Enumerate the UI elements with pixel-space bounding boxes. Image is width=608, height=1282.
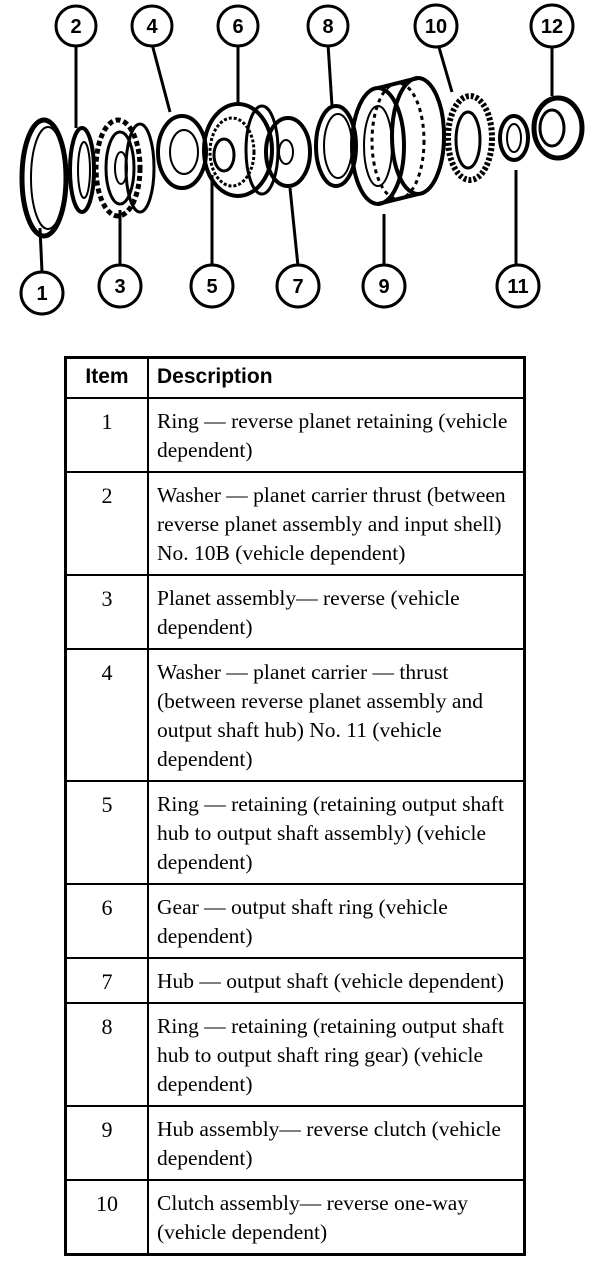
item-number: 4 [66, 649, 149, 781]
reverse-clutch-hub-assembly-part [352, 78, 444, 204]
table-row [66, 958, 525, 1003]
item-number: 3 [66, 575, 149, 649]
item-number: 10 [66, 1180, 149, 1255]
item-description: Ring — retaining (retaining output shaft hub to output shaft assembly) (vehicle dependent) [148, 781, 525, 884]
description-column-header: Description [148, 358, 525, 399]
item-description: Washer — planet carrier thrust (between reverse planet assembly and input shell) No. 10B (vehicle dependent) [148, 472, 525, 575]
item-description: Hub assembly— reverse clutch (vehicle dependent) [148, 1106, 525, 1180]
thrust-washer-part [70, 128, 94, 212]
callout-label: 2 [70, 16, 82, 38]
callout-label: 6 [232, 16, 244, 38]
callout-label: 8 [322, 16, 334, 38]
table-row [66, 781, 525, 884]
item-description: Ring — reverse planet retaining (vehicle dependent) [148, 398, 525, 472]
callout-label: 9 [378, 276, 390, 298]
bearing-part [534, 98, 582, 158]
washer-part [500, 116, 528, 160]
item-description: Clutch assembly— reverse one-way (vehicle dependent) [148, 1180, 525, 1255]
table-header-row [66, 358, 525, 399]
table-row [66, 649, 525, 781]
callout-label: 10 [424, 16, 448, 38]
exploded-parts-diagram [0, 0, 608, 325]
table-row [66, 1106, 525, 1180]
reverse-planet-retaining-ring-part [22, 120, 66, 236]
item-number: 2 [66, 472, 149, 575]
item-description: Gear — output shaft ring (vehicle dependent) [148, 884, 525, 958]
item-number: 6 [66, 884, 149, 958]
table-row [66, 1003, 525, 1106]
callout-label: 3 [114, 276, 126, 298]
item-description: Planet assembly— reverse (vehicle dependent) [148, 575, 525, 649]
table-row [66, 575, 525, 649]
item-description: Ring — retaining (retaining output shaft hub to output shaft ring gear) (vehicle dependent) [148, 1003, 525, 1106]
item-description: Washer — planet carrier — thrust (between reverse planet assembly and output shaft hub) No. 11 (vehicle dependent) [148, 649, 525, 781]
parts-legend-table [64, 356, 526, 1256]
callout-label: 11 [507, 276, 529, 298]
item-number: 5 [66, 781, 149, 884]
item-number: 1 [66, 398, 149, 472]
callout-label: 1 [36, 283, 48, 305]
item-number: 9 [66, 1106, 149, 1180]
planet-assembly-part [96, 120, 154, 216]
callout-label: 5 [206, 276, 218, 298]
callout-label: 7 [292, 276, 304, 298]
reverse-one-way-clutch-part [448, 96, 492, 180]
item-description: Hub — output shaft (vehicle dependent) [148, 958, 525, 1003]
table-row [66, 884, 525, 958]
callout-label: 4 [146, 16, 158, 38]
carrier-washer-part [158, 116, 206, 188]
table-row [66, 398, 525, 472]
item-column-header: Item [66, 358, 149, 399]
table-row [66, 472, 525, 575]
item-number: 7 [66, 958, 149, 1003]
item-number: 8 [66, 1003, 149, 1106]
callout-label: 12 [540, 16, 564, 38]
table-row [66, 1180, 525, 1255]
